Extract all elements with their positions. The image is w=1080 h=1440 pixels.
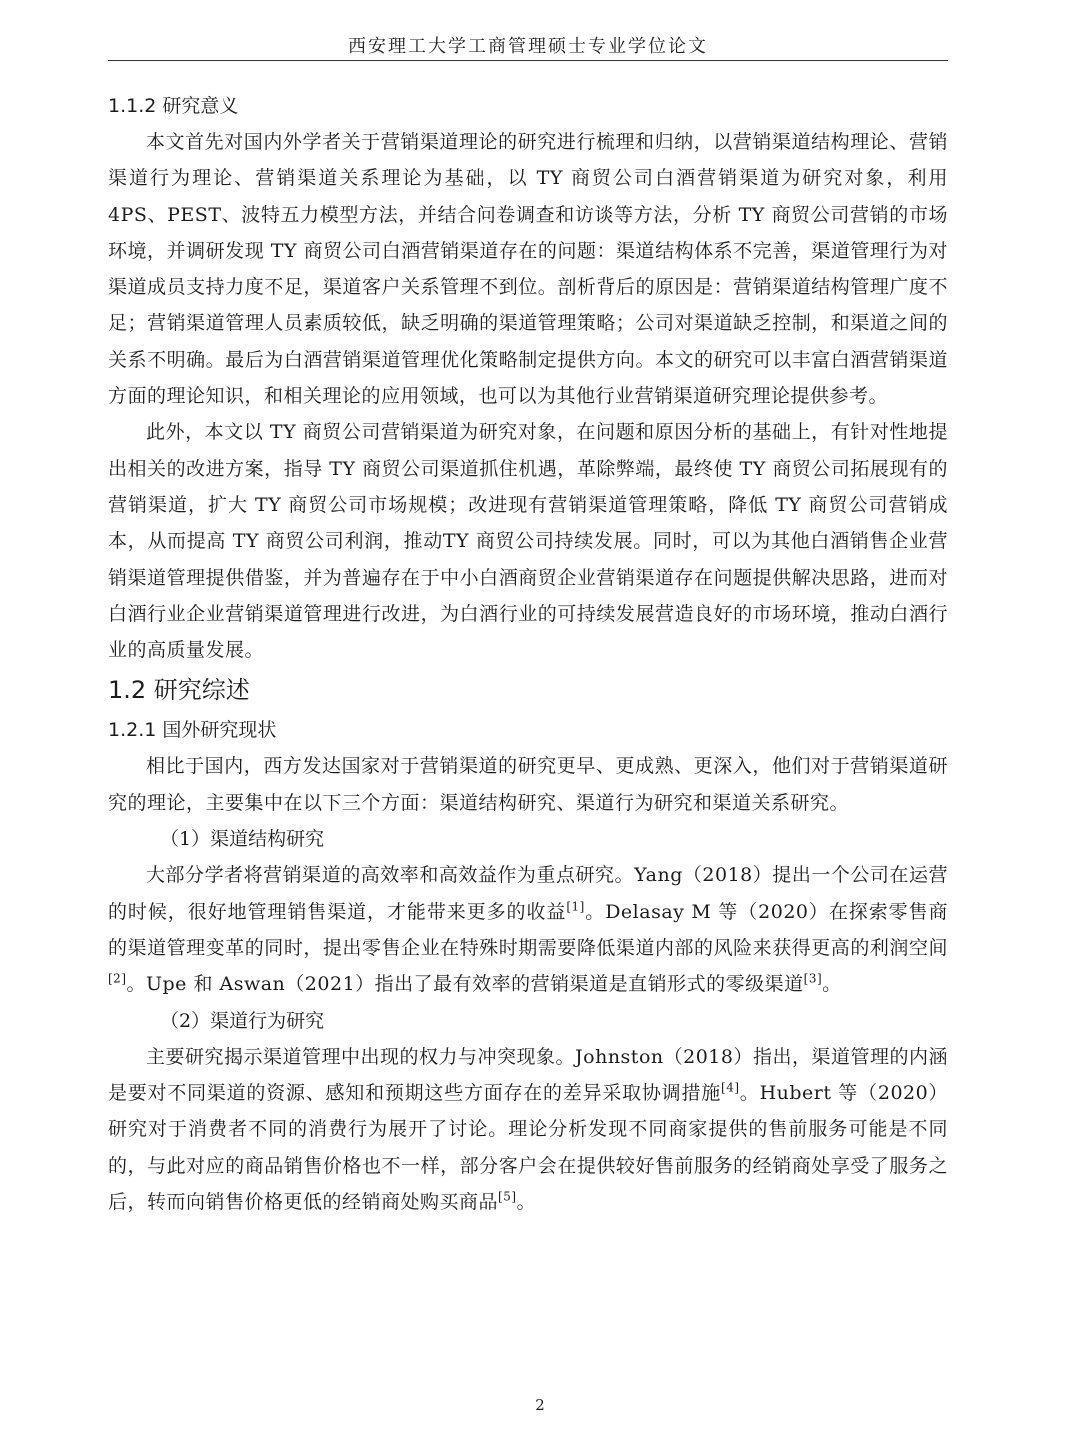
page-number: 2	[535, 1396, 545, 1414]
citation-3[interactable]: [3]	[803, 971, 823, 986]
heading-1-1-2: 1.1.2 研究意义	[108, 95, 239, 117]
text-run: 。	[822, 973, 842, 996]
text-run: 。	[516, 1191, 537, 1214]
paragraph-channel-behavior	[108, 1039, 948, 1220]
paragraph-significance-1: 本文首先对国内外学者关于营销渠道理论的研究进行梳理和归纳，以营销渠道结构理论、营销渠道行为理论、营销渠道关系理论为基础，以 TY 商贸公司白酒营销渠道为研究对象，利用 4PS、PEST、波特五力模型方法，并结合问卷调查和访谈等方法，分析 TY 商贸公司营销的市场环境，并调研发现 TY 商贸公司白酒营销渠道存在的问题：渠道结构体系不完善，渠道管理行为对渠道成员支持力度不足，渠道客户关系管理不到位。剖析背后的原因是：营销渠道结构管理广度不足；营销渠道管理人员素质较低，缺乏明确的渠道管理策略；公司对渠道缺乏控制，和渠道之间的关系不明确。最后为白酒营销渠道管理优化策略制定提供方向。本文的研究可以丰富白酒营销渠道方面的理论知识，和相关理论的应用领域，也可以为其他行业营销渠道研究理论提供参考。	[108, 131, 948, 408]
citation-5[interactable]: [5]	[498, 1189, 517, 1204]
paragraph-foreign-intro: 相比于国内，西方发达国家对于营销渠道的研究更早、更成熟、更深入，他们对于营销渠道研究的理论，主要集中在以下三个方面：渠道结构研究、渠道行为研究和渠道关系研究。	[108, 755, 948, 814]
text-run: 。Delasay M 等（2020）在探索零售商的渠道管理变革的同时，提出零售企业在特殊时期需要降低渠道内部的风险来获得更高的利润空间	[108, 900, 948, 959]
paragraph-channel-structure	[108, 857, 948, 1002]
citation-2[interactable]: [2]	[108, 971, 127, 986]
citation-1[interactable]: [1]	[566, 899, 585, 914]
header-rule	[108, 60, 948, 61]
citation-4[interactable]: [4]	[721, 1080, 740, 1095]
text-run: 。Upe 和 Aswan（2021）指出了最有效率的营销渠道是直销形式的零级渠道	[126, 973, 804, 996]
text-run: 。Hubert 等（2020）研究对于消费者不同的消费行为展开了讨论。理论分析发现不同商家提供的售前服务可能是不同的，与此对应的商品销售价格也不一样，部分客户会在提供较好售前服务的经销商处享受了服务之后，转而向销售价格更低的经销商处购买商品	[108, 1082, 948, 1214]
subheading-channel-behavior: （2）渠道行为研究	[160, 1009, 325, 1032]
page-content	[108, 88, 948, 1220]
heading-1-2-1: 1.2.1 国外研究现状	[108, 719, 277, 742]
text-run: 大部分学者将营销渠道的高效率和高效益作为重点研究。Yang（2018）提出一个公司在运营的时候，很好地管理销售渠道，才能带来更多的收益	[108, 864, 948, 923]
heading-1-2: 1.2 研究综述	[108, 676, 250, 705]
text-run: 主要研究揭示渠道管理中出现的权力与冲突现象。Johnston（2018）指出，渠道管理的内涵是要对不同渠道的资源、感知和预期这些方面存在的差异采取协调措施	[108, 1045, 948, 1105]
running-header: 西安理工大学工商管理硕士专业学位论文	[348, 36, 708, 57]
paragraph-significance-2: 此外，本文以 TY 商贸公司营销渠道为研究对象，在问题和原因分析的基础上，有针对性地提出相关的改进方案，指导 TY 商贸公司渠道抓住机遇，革除弊端，最终使 TY 商贸公司拓展现有的营销渠道，扩大 TY 商贸公司市场规模；改进现有营销渠道管理策略，降低 TY 商贸公司营销成本，从而提高 TY 商贸公司利润，推动TY 商贸公司持续发展。同时，可以为其他白酒销售企业营销渠道管理提供借鉴，并为普遍存在于中小白酒商贸企业营销渠道存在问题提供解决思路，进而对白酒行业企业营销渠道管理进行改进，为白酒行业的可持续发展营造良好的市场环境，推动白酒行业的高质量发展。	[108, 421, 948, 662]
subheading-channel-structure: （1）渠道结构研究	[160, 828, 325, 851]
